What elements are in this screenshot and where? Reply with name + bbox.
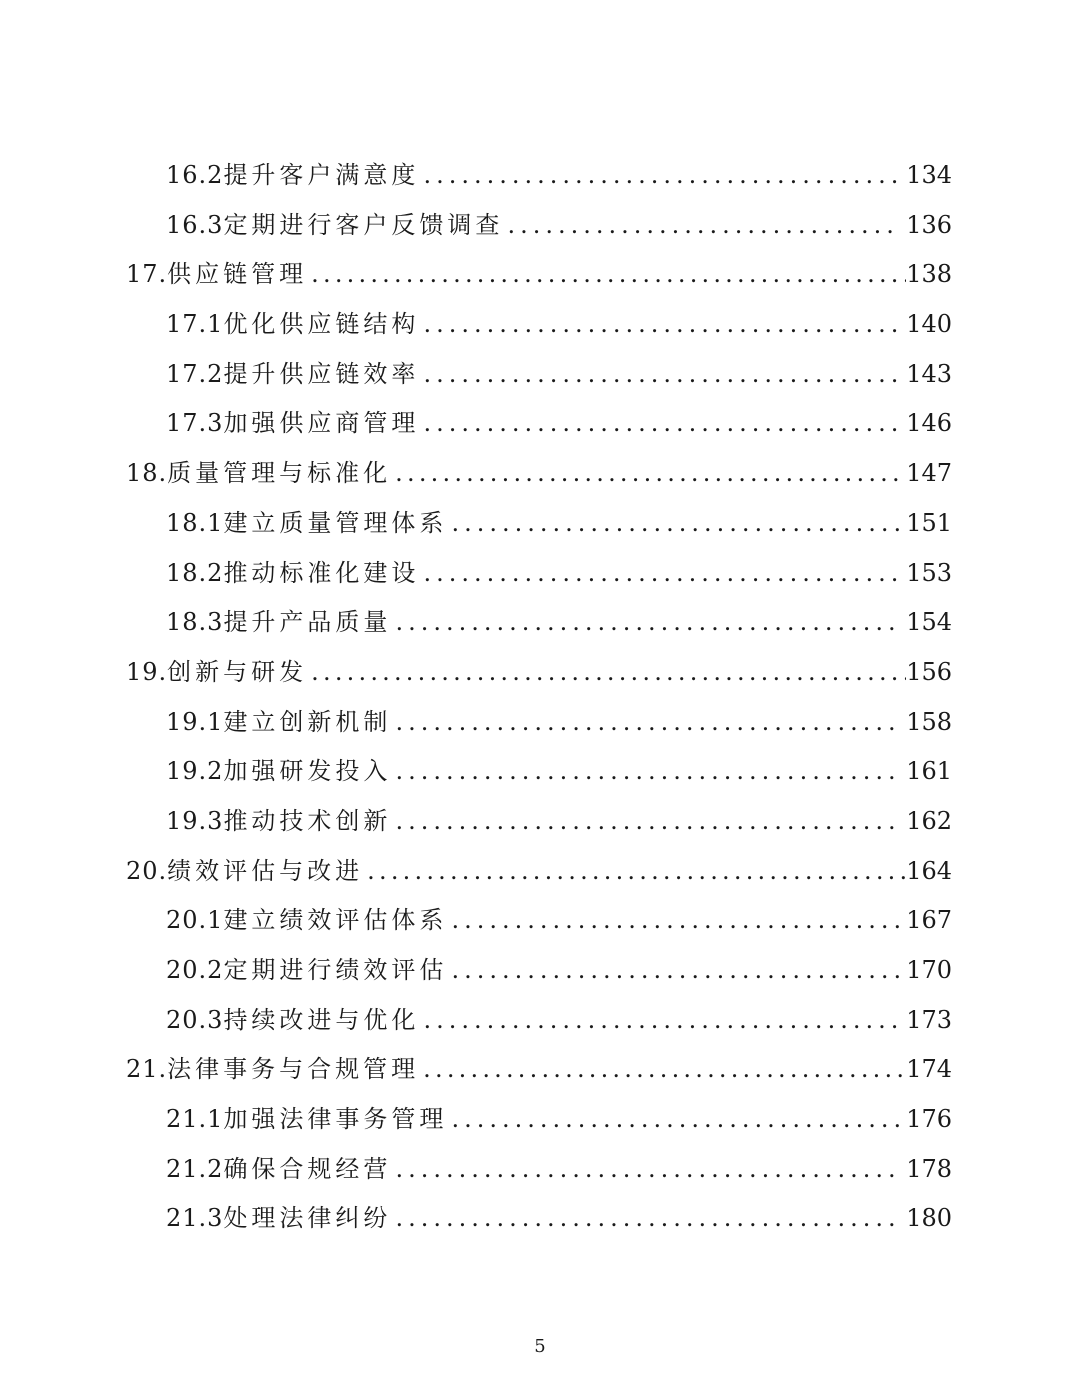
toc-entry-number: 18.2 bbox=[166, 558, 224, 587]
toc-dot-leader bbox=[395, 747, 900, 797]
toc-entry-number: 18.3 bbox=[166, 608, 224, 637]
toc-dot-leader bbox=[423, 1045, 906, 1095]
toc-entry-number: 21.3 bbox=[166, 1204, 224, 1233]
toc-entry-title: 提升供应链效率 bbox=[223, 359, 420, 388]
toc-entry-title: 优化供应链结构 bbox=[223, 310, 420, 339]
toc-entry-title: 绩效评估与改进 bbox=[167, 856, 364, 885]
toc-dot-leader bbox=[451, 1095, 900, 1145]
toc-entry-number: 19.1 bbox=[166, 707, 224, 736]
toc-dot-leader bbox=[451, 946, 900, 996]
toc-entry-page: 143 bbox=[906, 359, 952, 388]
toc-entry-number: 21. bbox=[126, 1055, 168, 1084]
toc-entry-title: 提升客户满意度 bbox=[223, 161, 420, 189]
toc-entry-number: 18. bbox=[126, 459, 168, 488]
toc-entry-title: 确保合规经营 bbox=[223, 1154, 392, 1183]
toc-entry-number: 17.1 bbox=[166, 310, 224, 339]
toc-section-entry[interactable] bbox=[126, 399, 952, 449]
toc-dot-leader bbox=[311, 250, 906, 300]
toc-dot-leader bbox=[423, 300, 900, 350]
toc-entry-page: 174 bbox=[906, 1055, 952, 1084]
toc-dot-leader bbox=[367, 847, 906, 897]
toc-entry-number: 16.2 bbox=[166, 161, 224, 189]
toc-dot-leader bbox=[395, 698, 900, 748]
toc-section-entry[interactable] bbox=[126, 201, 952, 251]
toc-dot-leader bbox=[395, 598, 900, 648]
toc-entry-title: 推动技术创新 bbox=[223, 806, 392, 835]
toc-entry-title: 定期进行客户反馈调查 bbox=[223, 210, 504, 239]
toc-dot-leader bbox=[395, 1145, 900, 1195]
toc-entry-number: 16.3 bbox=[166, 210, 224, 239]
toc-dot-leader bbox=[395, 449, 906, 499]
toc-entry-page: 146 bbox=[906, 409, 952, 438]
toc-entry-title: 持续改进与优化 bbox=[223, 1005, 420, 1034]
toc-entry-number: 20.3 bbox=[166, 1005, 224, 1034]
toc-section-entry[interactable] bbox=[126, 151, 952, 201]
toc-section-entry[interactable] bbox=[126, 996, 952, 1046]
toc-entry-page: 140 bbox=[906, 310, 952, 339]
toc-entry-title: 推动标准化建设 bbox=[223, 558, 420, 587]
toc-section-entry[interactable] bbox=[126, 1095, 952, 1145]
toc-section-entry[interactable] bbox=[126, 549, 952, 599]
toc-entry-title: 法律事务与合规管理 bbox=[167, 1055, 420, 1084]
toc-entry-number: 17. bbox=[126, 260, 168, 289]
toc-entry-page: 164 bbox=[906, 856, 952, 885]
toc-entry-page: 161 bbox=[906, 757, 952, 786]
toc-entry-number: 21.1 bbox=[166, 1105, 224, 1134]
toc-entry-page: 176 bbox=[906, 1105, 952, 1134]
toc-dot-leader bbox=[423, 350, 900, 400]
toc-section-entry[interactable] bbox=[126, 698, 952, 748]
toc-entry-number: 21.2 bbox=[166, 1154, 224, 1183]
toc-section-entry[interactable] bbox=[126, 499, 952, 549]
toc-dot-leader bbox=[423, 996, 900, 1046]
toc-entry-page: 147 bbox=[906, 459, 952, 488]
toc-entry-title: 质量管理与标准化 bbox=[167, 459, 392, 488]
toc-dot-leader bbox=[311, 648, 906, 698]
toc-chapter-entry[interactable] bbox=[126, 648, 952, 698]
toc-entry-title: 供应链管理 bbox=[167, 260, 308, 289]
toc-section-entry[interactable] bbox=[126, 946, 952, 996]
toc-entry-title: 加强法律事务管理 bbox=[223, 1105, 448, 1134]
table-of-contents bbox=[126, 151, 952, 1244]
toc-dot-leader bbox=[395, 797, 900, 847]
page-number: 5 bbox=[534, 1336, 546, 1357]
toc-entry-page: 180 bbox=[906, 1204, 952, 1233]
toc-entry-number: 20.2 bbox=[166, 956, 224, 984]
toc-chapter-entry[interactable] bbox=[126, 847, 952, 897]
toc-entry-title: 建立质量管理体系 bbox=[223, 508, 448, 537]
toc-entry-number: 20. bbox=[126, 856, 168, 885]
toc-dot-leader bbox=[395, 1194, 900, 1244]
toc-entry-number: 18.1 bbox=[166, 508, 224, 537]
toc-entry-page: 151 bbox=[906, 508, 952, 537]
toc-dot-leader bbox=[451, 896, 900, 946]
toc-dot-leader bbox=[423, 151, 900, 201]
toc-section-entry[interactable] bbox=[126, 300, 952, 350]
toc-entry-number: 19.3 bbox=[166, 806, 224, 835]
toc-entry-title: 处理法律纠纷 bbox=[223, 1204, 392, 1233]
toc-entry-number: 19. bbox=[126, 657, 168, 686]
toc-dot-leader bbox=[423, 549, 900, 599]
toc-entry-number: 19.2 bbox=[166, 757, 224, 786]
toc-entry-page: 173 bbox=[906, 1005, 952, 1034]
toc-entry-title: 加强研发投入 bbox=[223, 757, 392, 786]
toc-entry-title: 建立绩效评估体系 bbox=[223, 906, 448, 935]
toc-section-entry[interactable] bbox=[126, 598, 952, 648]
toc-entry-number: 17.3 bbox=[166, 409, 224, 438]
toc-chapter-entry[interactable] bbox=[126, 1045, 952, 1095]
toc-entry-number: 17.2 bbox=[166, 359, 224, 388]
toc-entry-page: 178 bbox=[906, 1154, 952, 1183]
toc-entry-page: 170 bbox=[906, 956, 952, 984]
toc-section-entry[interactable] bbox=[126, 1145, 952, 1195]
toc-entry-page: 153 bbox=[906, 558, 952, 587]
toc-chapter-entry[interactable] bbox=[126, 250, 952, 300]
toc-entry-page: 136 bbox=[906, 210, 952, 239]
toc-entry-number: 20.1 bbox=[166, 906, 224, 935]
toc-entry-page: 162 bbox=[906, 806, 952, 835]
toc-section-entry[interactable] bbox=[126, 350, 952, 400]
toc-entry-page: 158 bbox=[906, 707, 952, 736]
toc-entry-page: 154 bbox=[906, 608, 952, 637]
toc-entry-title: 提升产品质量 bbox=[223, 608, 392, 637]
toc-section-entry[interactable] bbox=[126, 896, 952, 946]
toc-dot-leader bbox=[451, 499, 900, 549]
toc-entry-title: 创新与研发 bbox=[167, 657, 308, 686]
toc-section-entry[interactable] bbox=[126, 1194, 952, 1244]
toc-entry-page: 156 bbox=[906, 657, 952, 686]
toc-dot-leader bbox=[423, 399, 900, 449]
toc-entry-title: 加强供应商管理 bbox=[223, 409, 420, 438]
toc-section-entry[interactable] bbox=[126, 797, 952, 847]
toc-dot-leader bbox=[507, 201, 900, 251]
toc-entry-page: 138 bbox=[906, 260, 952, 289]
toc-entry-title: 定期进行绩效评估 bbox=[223, 956, 448, 984]
toc-entry-page: 167 bbox=[906, 906, 952, 935]
toc-entry-title: 建立创新机制 bbox=[223, 707, 392, 736]
toc-entry-page: 134 bbox=[906, 161, 952, 189]
toc-chapter-entry[interactable] bbox=[126, 449, 952, 499]
toc-section-entry[interactable] bbox=[126, 747, 952, 797]
